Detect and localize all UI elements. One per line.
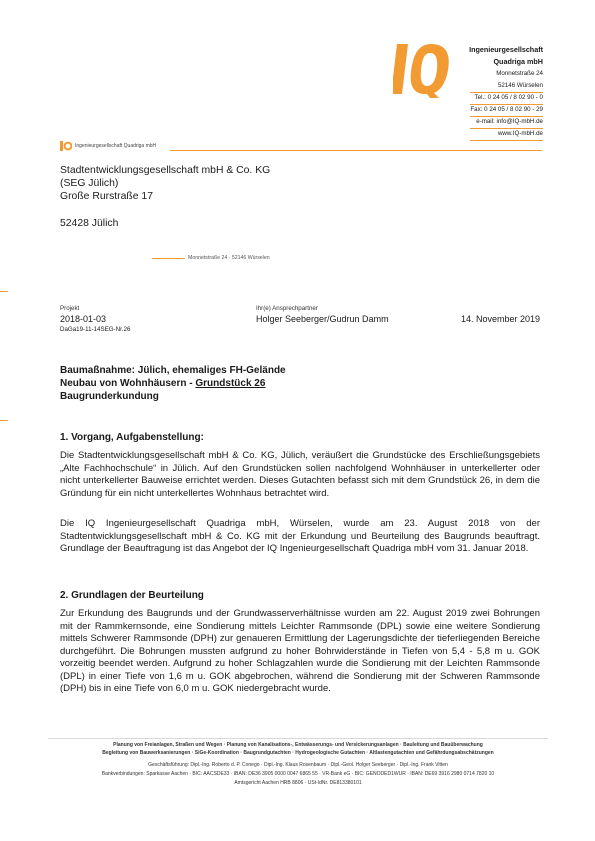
section1-para1: Die Stadtentwicklungsgesellschaft mbH & Co. KG, Jülich, veräußert die Grundstücke des Erschließungsgebiets „Alte Fachhochschule“ in Jülich. Auf den Grundstücken sollen nachfolgend Wohnhäuser in unterkellerter oder nicht unterkellerter Bauweise errichtet werden. Dieses Gutachten befasst sich mit dem Grundstück 26, in dem die Gründung für ein nicht unterkellertes Wohnhaus betrachtet wird. [60, 450, 540, 499]
sender-name: Ingenieurgesellschaft Quadriga mbH [75, 143, 157, 149]
footer-management: Geschäftsführung: Dipl.-Ing. Roberto d. P. Conego · Dipl.-Ing. Klaus Rosenbaum · Dipl.-Geol. Holger Seeberger · Dipl.-Ing. Frank Vitten [148, 762, 448, 768]
project-label: Projekt [60, 305, 80, 312]
footer-services-1: Planung von Freianlagen, Straßen und Wegen · Planung von Kanalisations-, Entwässerungs- und Versickerungsanlagen · Bauleitung und Bauüberwachung [113, 742, 483, 748]
recipient-address [60, 164, 270, 230]
return-address [152, 255, 270, 261]
contact-label: Ihr(e) Ansprechpartner [256, 305, 318, 312]
recipient-line1: Stadtentwicklungsgesellschaft mbH & Co. KG [60, 165, 271, 176]
recipient-line3: Große Rurstraße 17 [60, 191, 153, 203]
divider [470, 128, 543, 129]
company-name-line1: Ingenieurgesellschaft [469, 45, 543, 54]
contact-value: Holger Seeberger/Gudrun Damm [256, 314, 389, 324]
company-city: 52146 Würselen [497, 82, 543, 89]
small-logo-icon [60, 141, 72, 151]
subject-block [60, 364, 286, 403]
subject-plot: Grundstück 26 [195, 378, 266, 389]
subject-line2 [60, 377, 286, 390]
company-web: www.IQ-mbH.de [497, 130, 543, 137]
subject-line2-prefix: Neubau von Wohnhäusern - [60, 378, 196, 389]
company-tel: Tel.: 0 24 05 / 8 02 90 - 0 [474, 94, 543, 101]
file-reference: DaGa19-11-14SEG-Nr.26 [60, 326, 131, 333]
subject-line3: Baugrunderkundung [60, 391, 159, 402]
divider [470, 92, 543, 93]
section1-para2: Die IQ Ingenieurgesellschaft Quadriga mbH, Würselen, wurde am 23. August 2018 von der Stadtentwicklungsgesellschaft mbH & Co. KG mit der Erkundung und Beurteilung des Baugrunds beauftragt. Grundlage der Beauftragung ist das Angebot der IQ Ingenieurgesellschaft Quadriga mbH vom 31. Januar 2018. [60, 518, 540, 554]
footer-services-2: Begleitung von Bauwerksanierungen · SiGe-Koordination · Baugrundgutachten · Hydrogeologische Gutachten · Altlastengutachten und Gefährdungsabschätzungen [102, 750, 494, 756]
fold-mark [0, 291, 8, 292]
sender-line [60, 141, 156, 151]
letter-date: 14. November 2019 [460, 314, 540, 324]
company-fax: Fax: 0 24 05 / 8 02 90 - 29 [470, 106, 543, 113]
footer-bank: Bankverbindungen: Sparkasse Aachen · BIC: AACSDE33 · IBAN: DE36 3905 0000 0047 6865 55 · VR-Bank eG · BIC: GENODED1WUR · IBAN: DE69 3916 2980 0714 7820 10 [101, 771, 495, 777]
recipient-line4: 52428 Jülich [60, 217, 119, 229]
company-email: e-mail: info@IQ-mbH.de [476, 118, 543, 125]
return-address-text: Monnetstraße 24 · 52146 Würselen [188, 255, 270, 261]
footer-divider [48, 738, 548, 739]
section2-heading: 2. Grundlagen der Beurteilung [60, 590, 204, 601]
company-logo [393, 42, 451, 98]
section1-heading: 1. Vorgang, Aufgabenstellung: [60, 432, 204, 443]
footer-register: Amtsgericht Aachen HRB 8806 · USt-IdNr. DE813380101 [234, 780, 362, 786]
divider [152, 258, 185, 259]
bleed-through-watermark [60, 792, 540, 822]
divider [170, 150, 542, 151]
punch-mark [0, 420, 8, 421]
section2-para1: Zur Erkundung des Baugrunds und der Grundwasserverhältnisse wurden am 22. August 2019 zwei Bohrungen mit der Rammkernsonde, eine Sondierung mittels Leichter Rammsonde (DPL) sowie eine weitere Sondierung mittels Schwerer Rammsonde (DPH) zur genaueren Ermittlung der Lagerungsdichte der tieferliegenden Bereiche durchgeführt. Die Bohrungen mussten aufgrund zu hoher Bohrwiderstände in Tiefen von 5,4 - 5,8 m u. GOK vorzeitig beendet werden. Aufgrund zu hoher Schlagzahlen wurde die Sondierung mit der Leichten Rammsonde (DPL) in einer Tiefe von 1,6 m u. GOK abgebrochen, während die Sondierung mit der Schweren Rammsonde (DPH) bis in eine Tiefe von 6,0 m u. GOK niedergebracht wurde. [60, 608, 540, 694]
divider [470, 104, 543, 105]
divider [470, 140, 543, 141]
project-value: 2018-01-03 [60, 314, 107, 324]
company-street: Monnetstraße 24 [496, 70, 543, 77]
divider [470, 116, 543, 117]
company-name-line2: Quadriga mbH [493, 57, 543, 66]
subject-line1: Baumaßnahme: Jülich, ehemaliges FH-Gelände [60, 365, 286, 376]
recipient-line2: (SEG Jülich) [60, 178, 119, 190]
